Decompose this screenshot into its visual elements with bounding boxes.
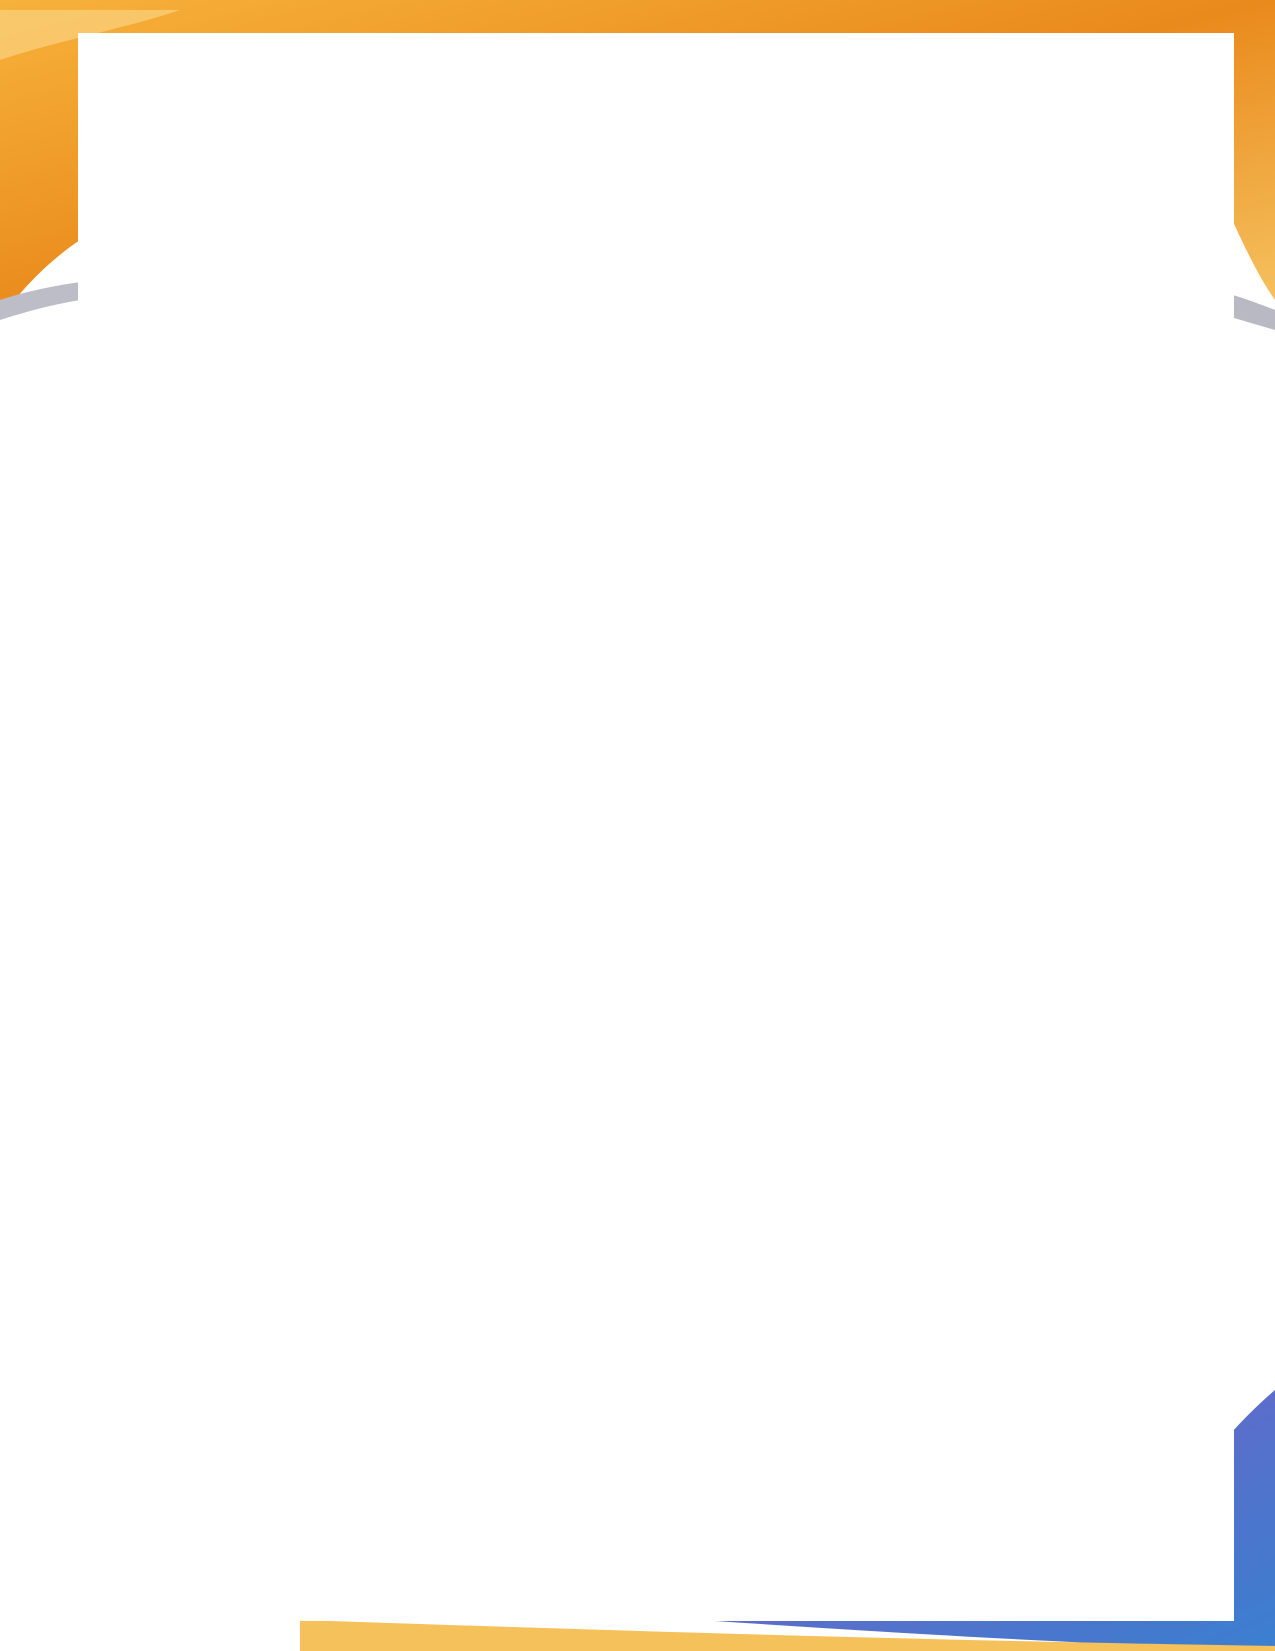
document-page — [78, 33, 1234, 1621]
